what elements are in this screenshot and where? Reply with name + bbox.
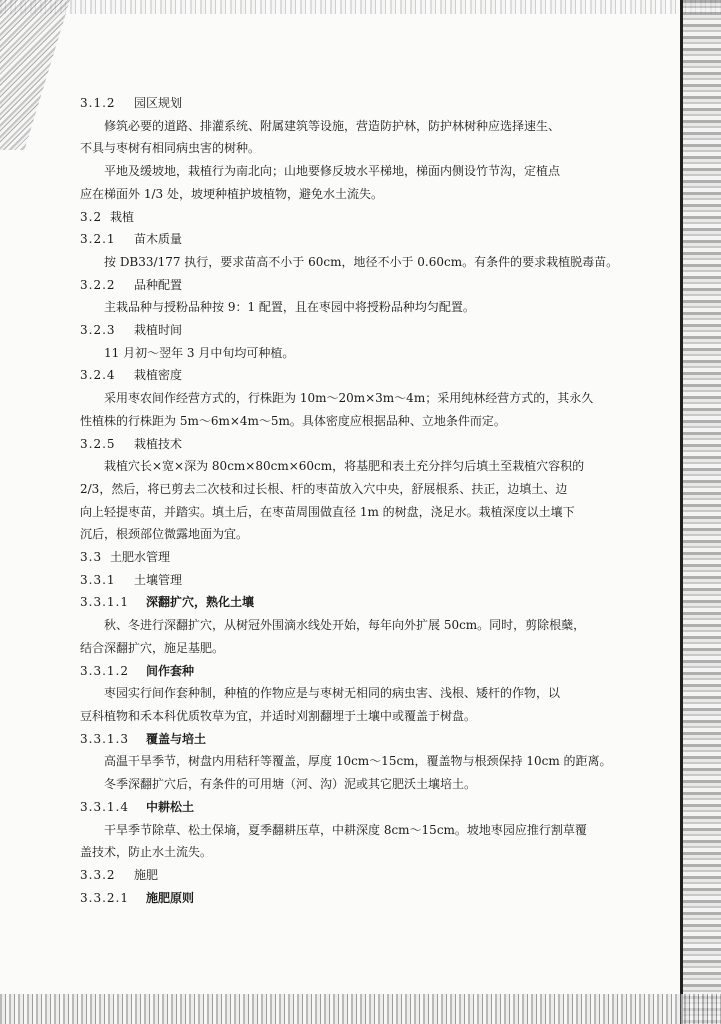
- document-body: [80, 92, 620, 909]
- section-number: 3.2.4: [80, 368, 116, 383]
- section-heading: [80, 433, 620, 456]
- paragraph-line: 按 DB33/177 执行，要求苗高不小于 60cm，地径不小于 0.60cm。有条件的要求栽植脱毒苗。: [104, 254, 619, 269]
- section-heading: [80, 569, 620, 592]
- section-title: 施肥原则: [146, 890, 195, 905]
- section-heading: [80, 364, 620, 387]
- section-title: 土壤管理: [134, 572, 183, 587]
- section-title: 栽植: [110, 209, 135, 224]
- paragraph-line: 枣园实行间作套种制，种植的作物应是与枣树无相同的病虫害、浅根、矮杆的作物，以: [104, 686, 561, 701]
- scan-noise-corner: [0, 0, 70, 150]
- section-heading: [80, 887, 620, 910]
- section-heading: [80, 796, 620, 819]
- section-title: 栽植密度: [134, 368, 183, 383]
- paragraph-line: 沉后，根颈部位微露地面为宜。: [80, 527, 249, 542]
- section-number: 3.3.1.2: [80, 663, 129, 678]
- section-heading: [80, 92, 620, 115]
- section-title: 中耕松土: [146, 799, 195, 814]
- paragraph-line: 栽植穴长×宽×深为 80cm×80cm×60cm，将基肥和表土充分拌匀后填土至栽植穴容积的: [104, 459, 585, 474]
- paragraph-line: 主栽品种与授粉品种按 9：1 配置，且在枣园中将授粉品种均匀配置。: [104, 300, 475, 315]
- section-title: 栽植时间: [134, 323, 183, 338]
- section-number: 3.1.2: [80, 96, 116, 110]
- paragraph-line: 冬季深翻扩穴后，有条件的可用塘（河、沟）泥或其它肥沃土壤培土。: [104, 777, 477, 792]
- section-number: 3.3.2.1: [80, 890, 129, 905]
- section-title: 深翻扩穴，熟化土壤: [146, 595, 255, 610]
- paragraph-line: 结合深翻扩穴，施足基肥。: [80, 640, 225, 655]
- section-number: 3.3: [80, 550, 103, 565]
- section-heading: [80, 864, 620, 887]
- section-title: 品种配置: [134, 277, 183, 292]
- paragraph-line: 盖技术，防止水土流失。: [80, 845, 213, 860]
- section-title: 覆盖与培土: [146, 731, 207, 746]
- section-heading: [80, 546, 620, 569]
- scan-noise-right: [681, 0, 721, 1024]
- paragraph-line: 秋、冬进行深翻扩穴，从树冠外围滴水线处开始，每年向外扩展 50cm。同时，剪除根蘖，: [104, 618, 586, 633]
- section-title: 栽植技术: [134, 436, 183, 451]
- section-title: 施肥: [134, 867, 159, 882]
- section-heading: [80, 728, 620, 751]
- scan-edge-line: [680, 0, 683, 1024]
- paragraph-line: 11 月初～翌年 3 月中旬均可种植。: [104, 345, 295, 360]
- scan-noise-bottom: [0, 994, 721, 1024]
- section-number: 3.2.2: [80, 277, 116, 292]
- section-title: 间作套种: [146, 663, 195, 678]
- section-number: 3.3.1.3: [80, 731, 129, 746]
- section-heading: [80, 660, 620, 683]
- paragraph-line: 高温干旱季节，树盘内用秸秆等覆盖，厚度 10cm～15cm，覆盖物与根颈保持 10cm 的距离。: [104, 754, 612, 769]
- section-number: 3.3.2: [80, 867, 116, 882]
- section-number: 3.2.1: [80, 232, 116, 247]
- paragraph-line: 2/3，然后，将已剪去二次枝和过长根、杆的枣苗放入穴中央，舒展根系、扶正，边填土、边: [80, 481, 568, 496]
- section-heading: [80, 206, 620, 229]
- paragraph-line: 向上轻提枣苗，并踏实。填土后，在枣苗周围做直径 1m 的树盘，浇足水。栽植深度以土壤下: [80, 504, 575, 519]
- section-heading: [80, 274, 620, 297]
- section-number: 3.2.5: [80, 436, 116, 451]
- section-title: 园区规划: [134, 96, 183, 110]
- section-heading: [80, 319, 620, 342]
- paragraph-line: 性植株的行株距为 5m～6m×4m～5m。具体密度应根据品种、立地条件而定。: [80, 413, 506, 428]
- section-heading: [80, 591, 620, 614]
- paragraph-line: 应在梯面外 1/3 处，坡埂种植护坡植物，避免水土流失。: [80, 186, 383, 201]
- paragraph-line: 平地及缓坡地，栽植行为南北向；山地要修反坡水平梯地，梯面内侧设竹节沟，定植点: [104, 164, 561, 179]
- paragraph-line: 不具与枣树有相同病虫害的树种。: [80, 141, 261, 156]
- scan-noise-top: [0, 0, 721, 14]
- section-number: 3.3.1.4: [80, 799, 129, 814]
- section-title: 苗木质量: [134, 232, 183, 247]
- paragraph-line: 采用枣农间作经营方式的，行株距为 10m～20m×3m～4m；采用纯林经营方式的，其永久: [104, 391, 594, 406]
- section-number: 3.3.1: [80, 572, 116, 587]
- section-number: 3.3.1.1: [80, 595, 129, 610]
- section-title: 土肥水管理: [110, 550, 171, 565]
- section-heading: [80, 228, 620, 251]
- paragraph-line: 豆科植物和禾本科优质牧草为宜，并适时刈割翻埋于土壤中或覆盖于树盘。: [80, 708, 477, 723]
- paragraph-line: 干旱季节除草、松土保墒，夏季翻耕压草，中耕深度 8cm～15cm。坡地枣园应推行割草覆: [104, 822, 587, 837]
- section-number: 3.2.3: [80, 323, 116, 338]
- section-number: 3.2: [80, 209, 103, 224]
- paragraph-line: 修筑必要的道路、排灌系统、附属建筑等设施，营造防护林，防护林树种应选择速生、: [104, 118, 561, 133]
